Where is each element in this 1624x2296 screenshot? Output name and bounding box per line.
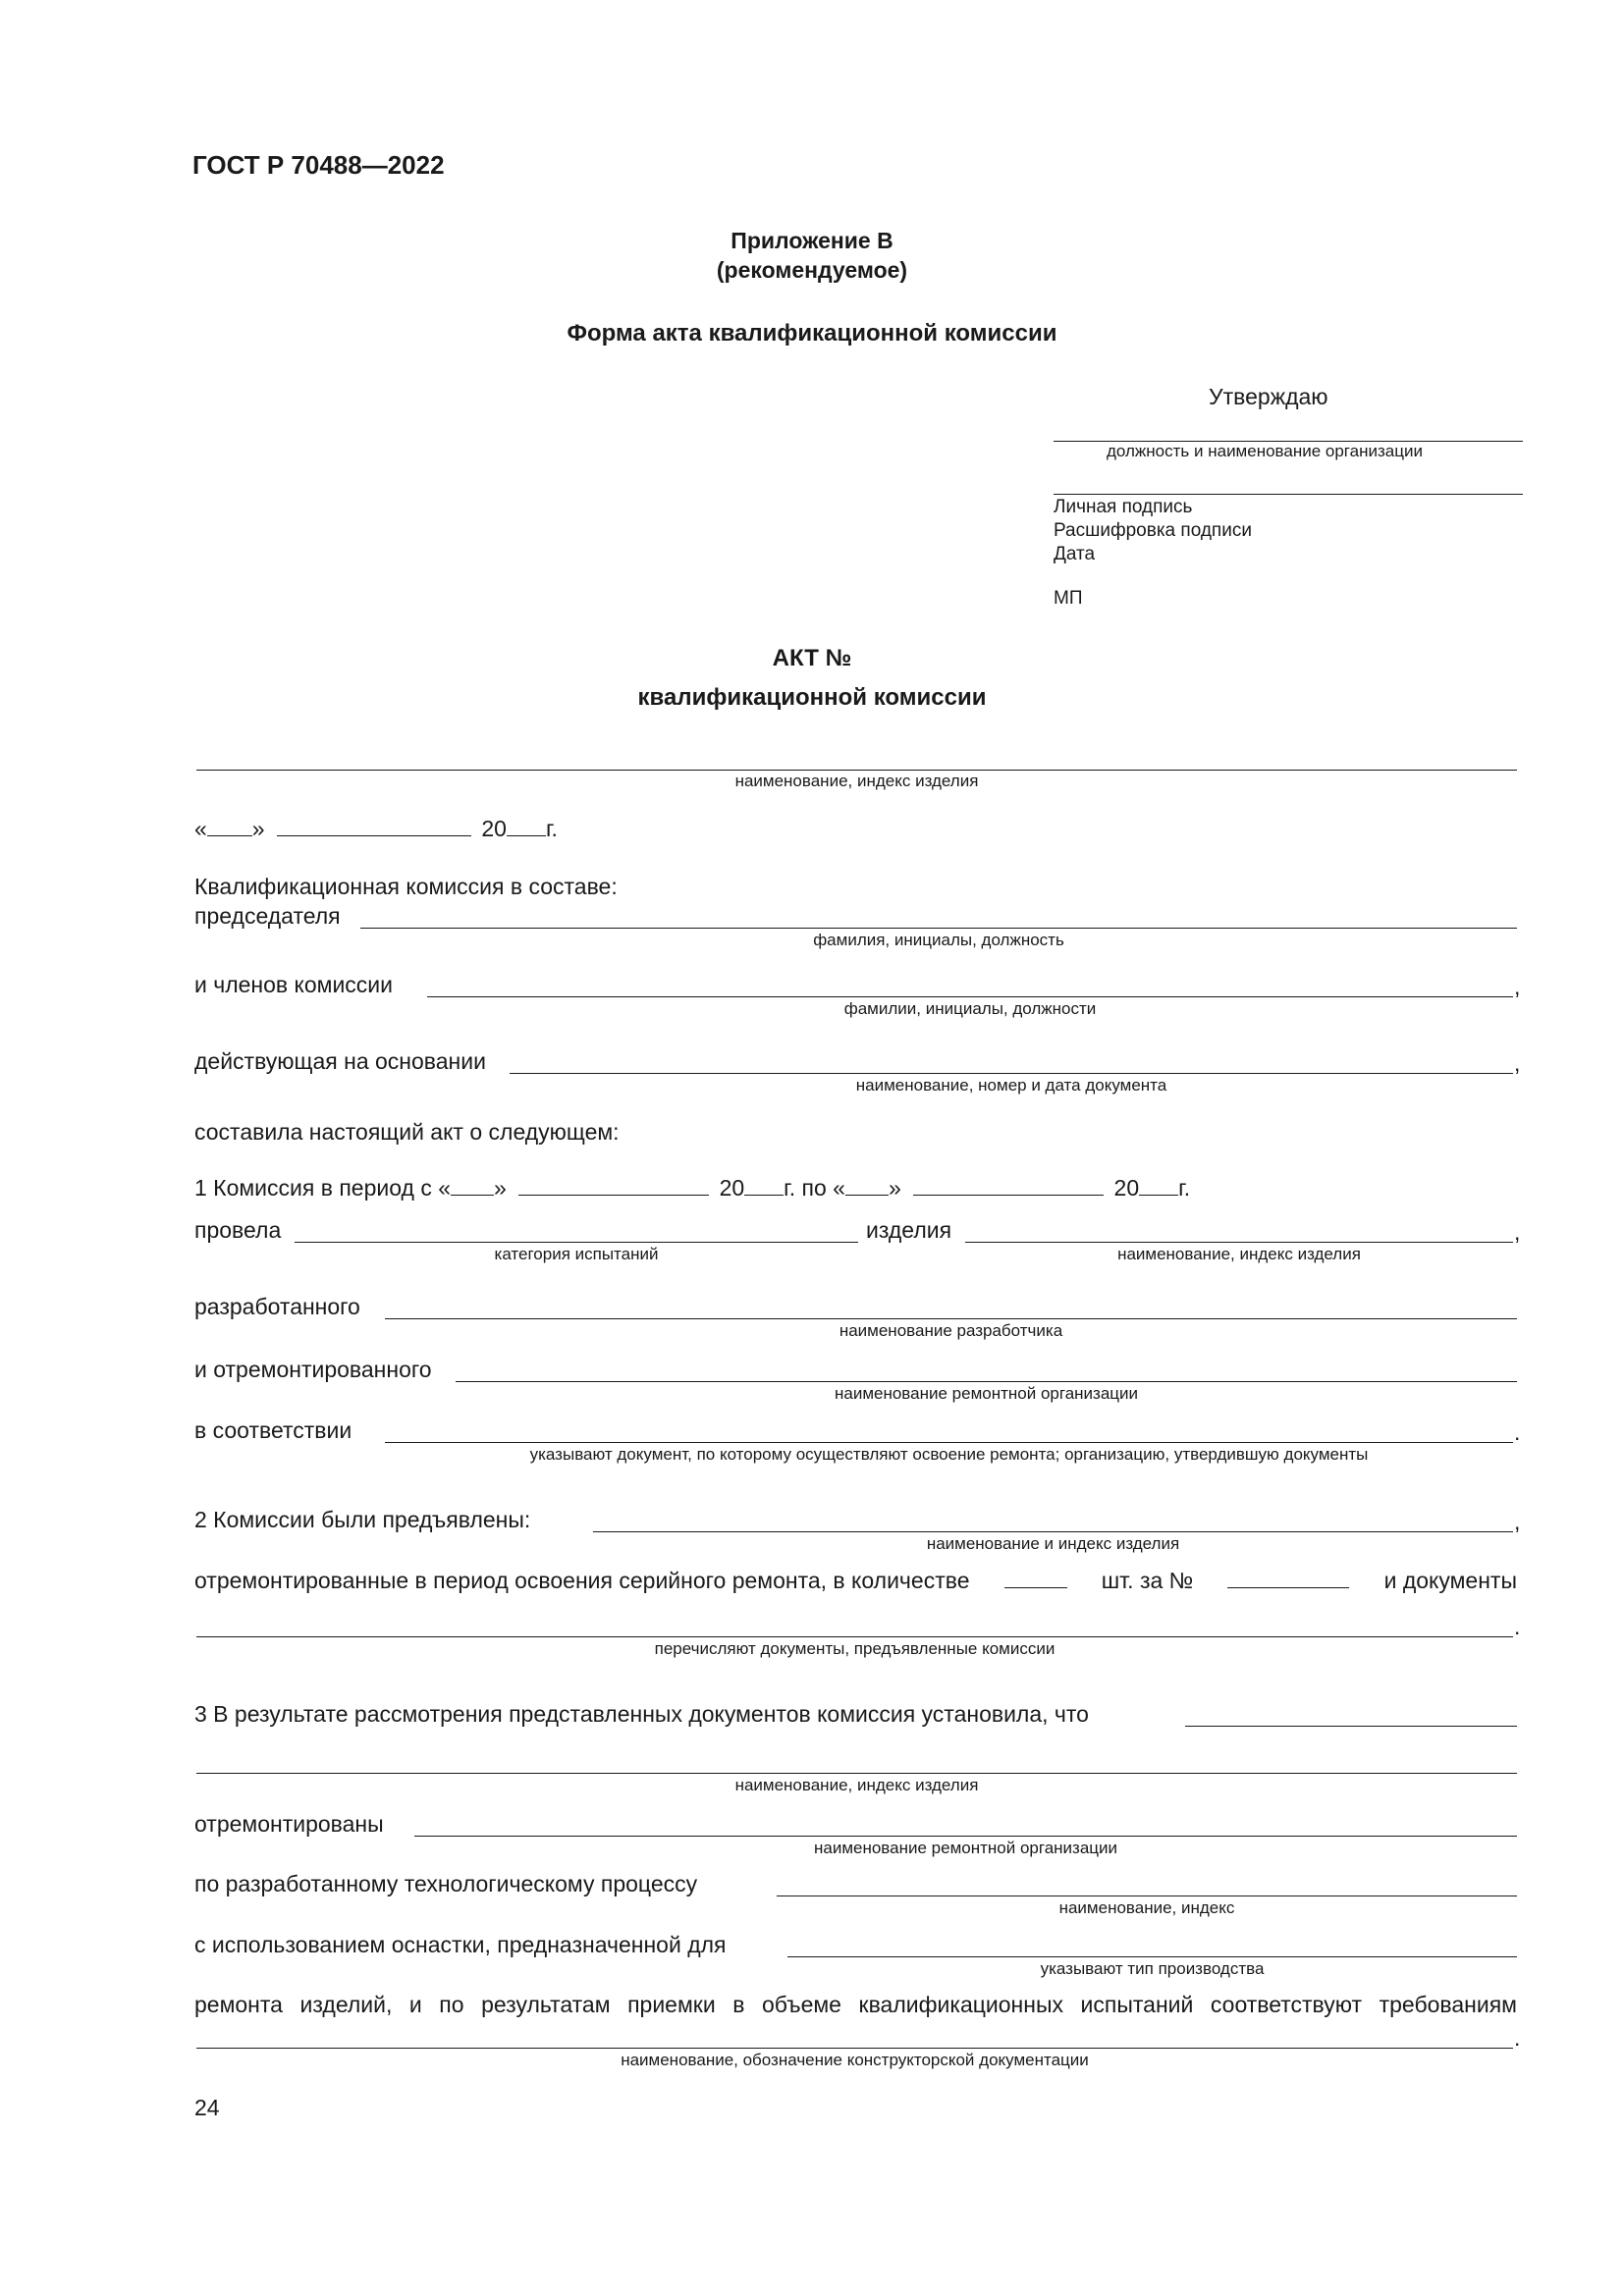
p1-year-blank bbox=[744, 1173, 784, 1196]
p1-month2-blank bbox=[913, 1173, 1104, 1196]
members-comma: , bbox=[1514, 974, 1521, 999]
accordance-period: . bbox=[1514, 1419, 1521, 1445]
date-close-quote: » bbox=[251, 816, 265, 841]
test-category-caption: категория испытаний bbox=[494, 1245, 659, 1263]
tooling-line bbox=[787, 1956, 1517, 1957]
p3-product-line bbox=[196, 1773, 1517, 1774]
p2-docs-caption: перечисляют документы, предъявленные комиссии bbox=[654, 1639, 1056, 1658]
year-blank bbox=[507, 814, 546, 836]
act-number: АКТ № bbox=[772, 645, 852, 671]
products-label: изделия bbox=[866, 1217, 952, 1243]
accordance-line bbox=[385, 1442, 1513, 1443]
result-text: ремонта изделий, и по результатам приемки в объеме квалификационных испытаний соответствуют требованиям bbox=[194, 1992, 1517, 2017]
date-year: 20 bbox=[481, 816, 507, 841]
chairman-label: председателя bbox=[194, 903, 341, 929]
p1-quote2: » bbox=[888, 1175, 901, 1201]
p2-number-blank bbox=[1227, 1566, 1349, 1588]
developer-caption: наименование разработчика bbox=[839, 1321, 1063, 1340]
products-comma: , bbox=[1514, 1219, 1521, 1245]
members-caption: фамилии, инициалы, должности bbox=[843, 999, 1097, 1018]
members-line bbox=[427, 996, 1513, 997]
signature-label: Личная подпись bbox=[1054, 497, 1193, 517]
basis-comma: , bbox=[1514, 1050, 1521, 1076]
date-row bbox=[194, 814, 558, 842]
p1-day-blank bbox=[451, 1173, 494, 1196]
design-doc-caption: наименование, обозначение конструкторской документации bbox=[621, 2051, 1089, 2069]
p1-row bbox=[194, 1173, 1190, 1201]
act-subtitle: квалификационной комиссии bbox=[637, 684, 987, 711]
standard-number: ГОСТ Р 70488—2022 bbox=[192, 150, 445, 180]
products-caption: наименование, индекс изделия bbox=[1117, 1245, 1361, 1263]
p2-docs-period: . bbox=[1514, 1614, 1521, 1639]
accordance-label: в соответствии bbox=[194, 1417, 352, 1443]
p2-quantity-row bbox=[194, 1566, 1517, 1594]
p1-year2-blank bbox=[1139, 1173, 1178, 1196]
p3-label: 3 В результате рассмотрения представленных документов комиссия установила, что bbox=[194, 1701, 1089, 1727]
p2-caption: наименование и индекс изделия bbox=[926, 1534, 1180, 1553]
month-blank bbox=[277, 814, 471, 836]
approve-label: Утверждаю bbox=[1209, 384, 1328, 409]
p3-caption: наименование, индекс изделия bbox=[734, 1776, 979, 1794]
product-caption: наименование, индекс изделия bbox=[734, 772, 979, 790]
position-caption: должность и наименование организации bbox=[1107, 442, 1423, 460]
p3-repair-caption: наименование ремонтной организации bbox=[813, 1839, 1118, 1857]
p1-year: 20 bbox=[719, 1175, 745, 1201]
product-line bbox=[196, 770, 1517, 771]
design-doc-period: . bbox=[1514, 2025, 1521, 2051]
p2-docs: и документы bbox=[1383, 1568, 1517, 1593]
p1-year2: 20 bbox=[1113, 1175, 1140, 1201]
test-category-line bbox=[295, 1242, 858, 1243]
members-label: и членов комиссии bbox=[194, 972, 394, 997]
p2-docs-line bbox=[196, 1636, 1513, 1637]
developed-label: разработанного bbox=[194, 1294, 360, 1319]
date-label: Дата bbox=[1054, 544, 1096, 564]
accordance-caption: указывают документ, по которому осуществляют освоение ремонта; организацию, утвердившую документы bbox=[529, 1445, 1369, 1464]
basis-label: действующая на основании bbox=[194, 1048, 486, 1074]
repair-org-caption: наименование ремонтной организации bbox=[834, 1384, 1139, 1403]
chairman-line bbox=[360, 928, 1517, 929]
date-year-suffix: г. bbox=[545, 816, 558, 841]
design-doc-line bbox=[196, 2048, 1513, 2049]
basis-line bbox=[510, 1073, 1513, 1074]
p2-qty-blank bbox=[1004, 1566, 1067, 1588]
decoding-label: Расшифровка подписи bbox=[1054, 520, 1252, 541]
process-label: по разработанному технологическому процессу bbox=[194, 1871, 698, 1896]
p3-line bbox=[1185, 1726, 1517, 1727]
p2-comma: , bbox=[1514, 1509, 1521, 1534]
tooling-label: с использованием оснастки, предназначенной для bbox=[194, 1932, 727, 1957]
repaired-short-label: отремонтированы bbox=[194, 1811, 384, 1837]
developer-line bbox=[385, 1318, 1517, 1319]
p1-end: г. bbox=[1178, 1175, 1191, 1201]
p2-line bbox=[593, 1531, 1513, 1532]
basis-caption: наименование, номер и дата документа bbox=[855, 1076, 1167, 1095]
appendix-subtitle: (рекомендуемое) bbox=[716, 257, 908, 283]
p1-quote: » bbox=[494, 1175, 507, 1201]
p3-repair-line bbox=[414, 1836, 1517, 1837]
day-blank bbox=[207, 814, 252, 836]
tooling-caption: указывают тип производства bbox=[1040, 1959, 1265, 1978]
p2-label: 2 Комиссии были предъявлены: bbox=[194, 1507, 531, 1532]
repair-org-line bbox=[456, 1381, 1517, 1382]
p2-pcs: шт. за № bbox=[1101, 1568, 1194, 1593]
products-line bbox=[965, 1242, 1513, 1243]
date-open-quote: « bbox=[194, 816, 207, 841]
repaired-label: и отремонтированного bbox=[194, 1357, 432, 1382]
form-title: Форма акта квалификационной комиссии bbox=[567, 320, 1057, 347]
conducted-label: провела bbox=[194, 1217, 282, 1243]
process-caption: наименование, индекс bbox=[1058, 1898, 1235, 1917]
page-number: 24 bbox=[194, 2095, 220, 2120]
stamp-label: МП bbox=[1054, 588, 1083, 609]
p1-to: г. по « bbox=[784, 1175, 845, 1201]
p2-line-text: отремонтированные в период освоения серийного ремонта, в количестве bbox=[194, 1568, 970, 1593]
commission-intro: Квалификационная комиссия в составе: bbox=[194, 874, 618, 899]
composed-text: составила настоящий акт о следующем: bbox=[194, 1119, 620, 1145]
appendix-title: Приложение В bbox=[731, 228, 893, 253]
signature-line bbox=[1054, 494, 1523, 495]
p1-day2-blank bbox=[845, 1173, 889, 1196]
chairman-caption: фамилия, инициалы, должность bbox=[813, 931, 1064, 949]
p1-prefix: 1 Комиссия в период с « bbox=[194, 1175, 451, 1201]
p1-month-blank bbox=[518, 1173, 709, 1196]
